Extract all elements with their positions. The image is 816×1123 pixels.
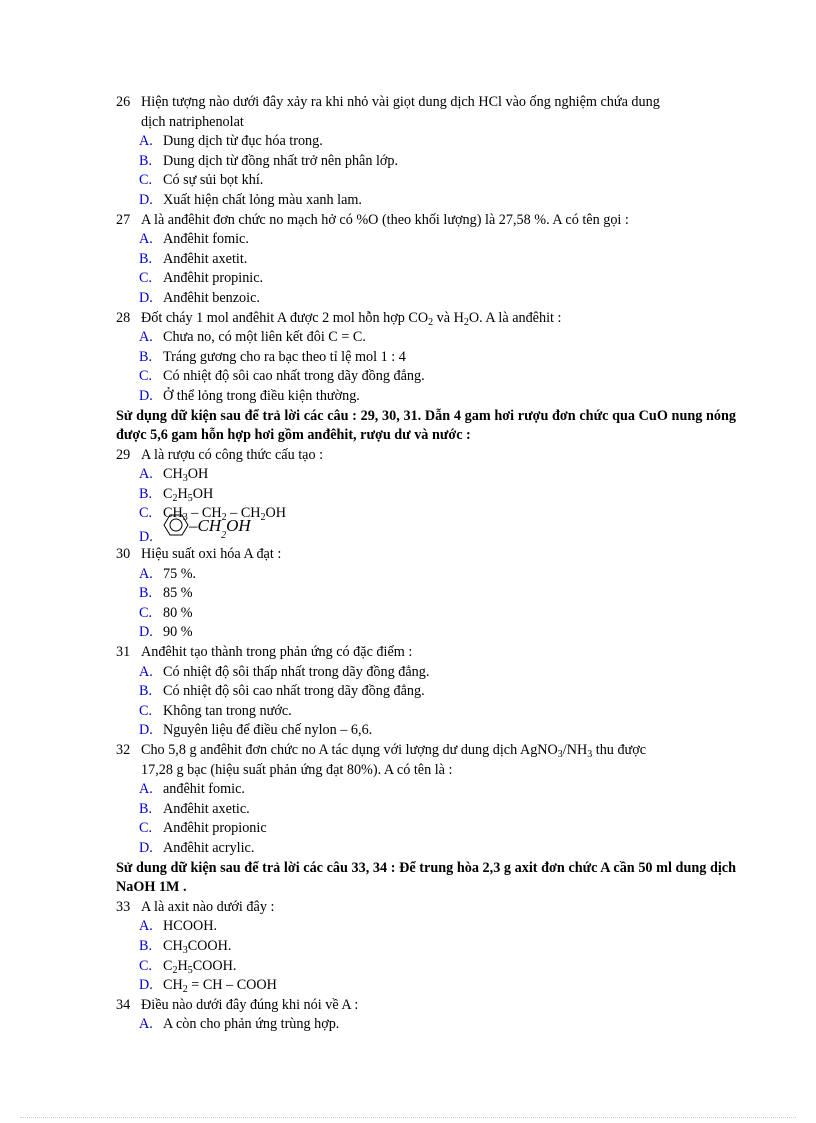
question-29: [116, 446, 736, 545]
instruction-block-33-34: Sử dung dữ kiện sau để trả lời các câu 33, 34 : Để trung hòa 2,3 g axit đơn chức A cần 50 ml dung dịch NaOH 1M .: [116, 859, 736, 896]
question-31: [116, 643, 736, 741]
exam-page: [116, 93, 736, 1035]
option-a: A. anđêhit fomic.: [139, 781, 245, 798]
option-d: D. Anđêhit acrylic.: [139, 839, 255, 856]
question-text-continued: dịch natriphenolat: [141, 113, 244, 130]
option-d: D. –CH 2 OH: [116, 524, 736, 545]
question-text: Anđêhit tạo thành trong phản ứng có đặc điểm :: [141, 644, 413, 661]
question-number: 31: [116, 644, 131, 661]
option-c: C. Anđêhit propinic.: [139, 270, 264, 287]
option-c: C. $CH_3 - CH_2 - CH_2OH$: [139, 505, 287, 524]
benzyl-alcohol-formula: –CH 2 OH: [163, 514, 251, 536]
question-text: Đốt cháy 1 mol anđêhit A được 2 mol hỗn hợp $CO_2$ và $H_2O$. A là anđêhit :: [141, 309, 562, 328]
question-text: A là axit nào dưới đây :: [141, 898, 275, 915]
option-b: B. $C_2H_5OH$: [139, 485, 214, 504]
option-c: C. Có sự sủi bọt khí.: [139, 172, 264, 189]
page-bottom-divider: [20, 1117, 796, 1118]
question-text: Cho 5,8 g anđêhit đơn chức no A tác dụng với lượng dư dung dịch $AgNO_3/NH_3$ thu được: [141, 742, 647, 760]
option-a: A. Anđêhit fomic.: [139, 231, 249, 248]
question-number: 33: [116, 898, 131, 915]
option-b: B. Có nhiệt độ sôi cao nhất trong dãy đồng đẳng.: [139, 683, 425, 700]
question-text: Hiện tượng nào dưới đây xảy ra khi nhỏ vài giọt dung dịch HCl vào ống nghiệm chứa dung: [141, 94, 660, 110]
question-text: A là anđêhit đơn chức no mạch hở có %O (theo khối lượng) là 27,58 %. A có tên gọi :: [141, 211, 629, 228]
question-number: 34: [116, 996, 131, 1013]
question-text-continued: 17,28 g bạc (hiệu suất phản ứng đạt 80%). A có tên là :: [141, 761, 453, 778]
option-b: B. $CH_3COOH$.: [139, 937, 232, 956]
benzene-ring-icon: [163, 514, 189, 536]
question-28: [116, 309, 736, 407]
option-b: B. Anđêhit axetic.: [139, 800, 250, 817]
question-text: Hiệu suất oxi hóa A đạt :: [141, 546, 282, 563]
question-text: A là rượu có công thức cấu tạo :: [141, 446, 324, 463]
question-number: 26: [116, 94, 131, 110]
option-c: C. Có nhiệt độ sôi cao nhất trong dãy đồng đẳng.: [139, 368, 425, 385]
option-b: B. 85 %: [139, 585, 193, 602]
question-number: 32: [116, 742, 131, 758]
question-number: 27: [116, 211, 131, 228]
option-a: A. Chưa no, có một liên kết đôi C = C.: [139, 329, 366, 346]
option-a: A. $CH_3OH$: [139, 466, 209, 485]
option-b: B. Dung dịch từ đồng nhất trở nên phân lớp.: [139, 152, 399, 169]
option-d: D. Anđêhit benzoic.: [139, 289, 260, 306]
question-26: [116, 93, 736, 211]
option-c: C. 80 %: [139, 604, 193, 621]
option-d: D. Xuất hiện chất lỏng màu xanh lam.: [139, 191, 362, 208]
option-a: A. Có nhiệt độ sôi thấp nhất trong dãy đồng đẳng.: [139, 663, 430, 680]
option-b: B. Anđêhit axetit.: [139, 250, 248, 267]
option-a: A. Dung dịch từ đục hóa trong.: [139, 133, 323, 150]
question-34: [116, 996, 736, 1035]
option-d: D. 90 %: [139, 624, 193, 641]
question-27: [116, 211, 736, 309]
question-32: [116, 741, 736, 859]
question-number: 29: [116, 446, 131, 463]
option-d: D. Nguyên liệu để điều chế nylon – 6,6.: [139, 722, 373, 739]
question-text: Điều nào dưới đây đúng khi nói về A :: [141, 996, 359, 1013]
option-d: D. $CH_2$ = CH – COOH: [139, 977, 277, 996]
question-number: 30: [116, 546, 131, 563]
option-c: C. Anđêhit propionic: [139, 820, 267, 837]
option-a: A. A còn cho phản ứng trùng hợp.: [139, 1016, 340, 1033]
option-c: C. $C_2H_5COOH$.: [139, 957, 237, 976]
option-c: C. Không tan trong nước.: [139, 702, 292, 719]
instruction-block-29-31: Sử dụng dữ kiện sau để trả lời các câu : 29, 30, 31. Dẫn 4 gam hơi rượu đơn chức qua CuO nung nóng được 5,6 gam hỗn hợp hơi gồm anđêhit, rượu dư và nước :: [116, 407, 736, 444]
question-30: [116, 545, 736, 643]
option-d: D. Ở thể lỏng trong điều kiện thường.: [139, 387, 360, 404]
option-a: A. HCOOH.: [139, 918, 217, 935]
option-b: B. Tráng gương cho ra bạc theo tỉ lệ mol 1 : 4: [139, 348, 406, 365]
question-33: [116, 898, 736, 996]
question-number: 28: [116, 309, 131, 326]
option-a: A. 75 %.: [139, 565, 197, 582]
